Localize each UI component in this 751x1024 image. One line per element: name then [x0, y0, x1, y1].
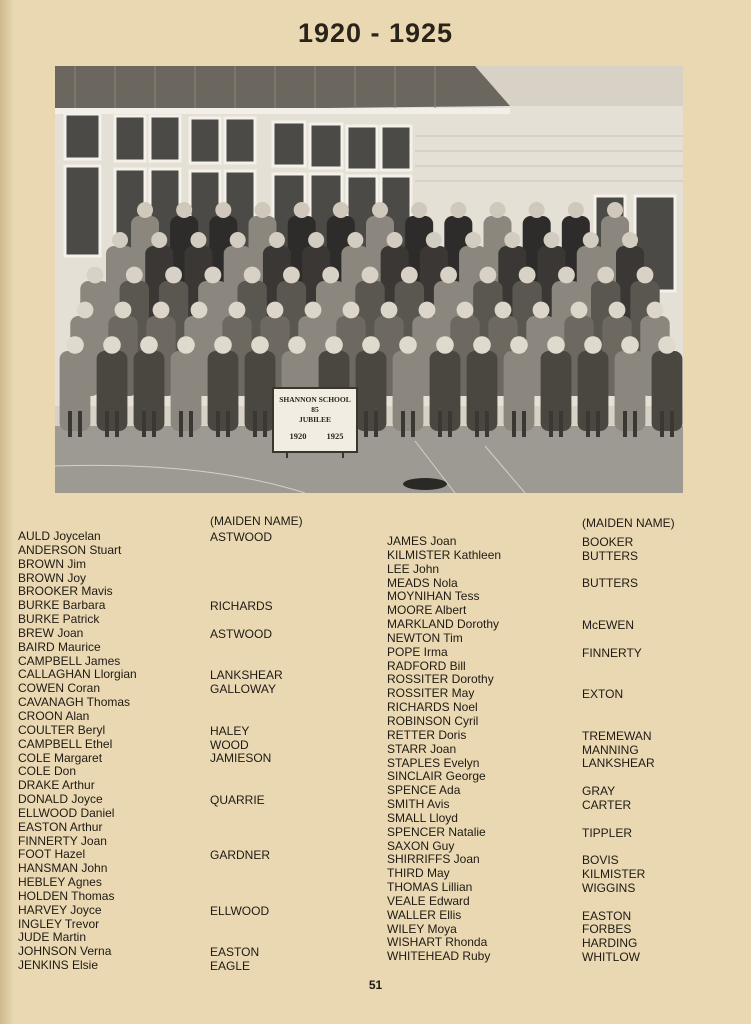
maiden-name-entry: [582, 660, 742, 674]
maiden-name-entry: [210, 932, 360, 946]
name-entry: WISHART Rhonda: [387, 935, 488, 950]
name-entry: WHITEHEAD Ruby: [387, 949, 491, 964]
maiden-name-entry: BUTTERS: [582, 548, 639, 563]
maiden-name-entry: WHITLOW: [582, 950, 640, 965]
maiden-name-entry: [210, 780, 360, 794]
maiden-name-entry: RICHARDS: [210, 599, 273, 614]
maiden-name-entry: GARDNER: [210, 848, 271, 863]
maiden-name-entry: [210, 711, 360, 725]
maiden-name-entry: [582, 716, 742, 730]
maiden-name-entry: EXTON: [582, 687, 624, 702]
maiden-name-entry: [582, 813, 742, 827]
name-entry: JUDE Martin: [18, 930, 87, 945]
maiden-name-entry: [210, 835, 360, 849]
page-title: 1920 - 1925: [297, 18, 454, 48]
name-entry: SMITH Avis: [387, 797, 450, 812]
name-entry: SPENCER Natalie: [387, 824, 486, 839]
name-entry: COLE Don: [18, 764, 77, 779]
name-entry: BAIRD Maurice: [18, 639, 101, 654]
name-entry: CAMPBELL Ethel: [18, 736, 113, 751]
name-entry: ANDERSON Stuart: [18, 542, 122, 557]
name-entry: STAPLES Evelyn: [387, 755, 480, 770]
sign-line-1: SHANNON SCHOOL: [279, 395, 351, 404]
maiden-name-entry: WIGGINS: [582, 880, 636, 895]
maiden-name-entry: BUTTERS: [582, 576, 639, 591]
maiden-name-entry: BOOKER: [582, 534, 634, 549]
maiden-name-entry: McEWEN: [582, 617, 634, 632]
maiden-name-entry: [582, 896, 742, 910]
name-entry: STARR Joan: [387, 741, 457, 756]
maiden-name-entry: [210, 572, 360, 586]
left-names-list: [18, 530, 137, 973]
name-entry: KILMISTER Kathleen: [387, 547, 502, 562]
maiden-name-entry: GALLOWAY: [210, 682, 277, 697]
maiden-name-entry: KILMISTER: [582, 867, 646, 882]
name-entry: SINCLAIR George: [387, 769, 486, 784]
name-entry: RICHARDS Noel: [387, 700, 478, 715]
maiden-name-entry: JAMIESON: [210, 751, 272, 766]
maiden-name-entry: MANNING: [582, 742, 639, 757]
maiden-name-entry: [210, 655, 360, 669]
sign-line-3: JUBILEE: [298, 415, 332, 424]
maiden-name-entry: EASTON: [210, 945, 260, 960]
name-entry: SHIRRIFFS Joan: [387, 852, 480, 867]
left-maiden-column: [210, 515, 360, 974]
name-entry: INGLEY Trevor: [18, 916, 100, 931]
maiden-name-entry: TREMEWAN: [582, 728, 652, 743]
maiden-name-entry: [582, 840, 742, 854]
name-entry: AULD Joycelan: [18, 529, 101, 543]
name-entry: FINNERTY Joan: [18, 833, 107, 848]
page-number: 51: [368, 978, 383, 992]
maiden-name-entry: EAGLE: [210, 959, 251, 973]
maiden-name-entry: [210, 877, 360, 891]
name-entry: MEADS Nola: [387, 575, 458, 590]
maiden-name-entry: [210, 808, 360, 822]
name-entry: EASTON Arthur: [18, 819, 103, 834]
name-entry: SAXON Guy: [387, 838, 455, 853]
maiden-name-entry: HALEY: [210, 723, 250, 738]
name-entry: BURKE Patrick: [18, 612, 100, 627]
right-maiden-column: [582, 517, 742, 965]
left-maiden-header: (MAIDEN NAME): [210, 514, 303, 528]
name-entry: NEWTON Tim: [387, 630, 463, 645]
name-entry: HANSMAN John: [18, 861, 108, 876]
sign-year-end: 1925: [326, 431, 344, 441]
maiden-name-entry: [582, 564, 742, 578]
name-entry: HOLDEN Thomas: [18, 888, 115, 903]
name-entry: SMALL Lloyd: [387, 810, 458, 825]
name-entry: HARVEY Joyce: [18, 902, 102, 917]
maiden-name-entry: WOOD: [210, 737, 249, 752]
maiden-name-entry: [210, 531, 360, 545]
maiden-name-entry: [210, 766, 360, 780]
maiden-name-entry: [582, 591, 742, 605]
maiden-name-entry: [582, 771, 742, 785]
name-entry: ROBINSON Cyril: [387, 713, 479, 728]
name-entry: THIRD May: [387, 866, 450, 881]
name-entry: SPENCE Ada: [387, 783, 461, 798]
maiden-name-entry: FINNERTY: [582, 645, 642, 660]
maiden-name-entry: [582, 674, 742, 688]
name-entry: BROWN Jim: [18, 556, 86, 571]
name-entry: FOOT Hazel: [18, 847, 86, 862]
maiden-name-entry: ASTWOOD: [210, 626, 272, 641]
name-entry: BREW Joan: [18, 625, 84, 640]
maiden-name-entry: GRAY: [582, 784, 616, 799]
name-entry: MARKLAND Dorothy: [387, 617, 500, 632]
maiden-name-entry: [210, 891, 360, 905]
name-entry: WALLER Ellis: [387, 907, 462, 922]
page-binding-edge: [0, 0, 14, 1024]
name-entry: RETTER Doris: [387, 727, 467, 742]
name-entry: DRAKE Arthur: [18, 778, 95, 793]
maiden-name-entry: [210, 642, 360, 656]
name-entry: COULTER Beryl: [18, 722, 106, 737]
maiden-name-entry: QUARRIE: [210, 792, 265, 807]
name-entry: DONALD Joyce: [18, 792, 103, 807]
maiden-name-entry: [210, 559, 360, 573]
maiden-name-entry: [210, 697, 360, 711]
name-entry: BURKE Barbara: [18, 598, 106, 613]
maiden-name-entry: ELLWOOD: [210, 903, 270, 918]
maiden-name-entry: TIPPLER: [582, 825, 633, 840]
name-entry: LEE John: [387, 561, 440, 576]
name-entry: POPE Irma: [387, 644, 448, 659]
name-entry: COWEN Coran: [18, 681, 101, 696]
sign-line-2: 85: [311, 405, 319, 414]
maiden-name-entry: [582, 605, 742, 619]
left-first-maiden: ASTWOOD: [210, 529, 272, 544]
group-photo: [55, 66, 683, 493]
name-entry: THOMAS Lillian: [387, 880, 473, 895]
sign-year-start: 1920: [289, 431, 307, 441]
name-entry: CALLAGHAN Llorgian: [18, 667, 137, 682]
name-entry: CAMPBELL James: [18, 653, 121, 668]
maiden-name-entry: CARTER: [582, 797, 632, 812]
maiden-name-entry: HARDING: [582, 936, 638, 951]
maiden-name-entry: LANKSHEAR: [582, 756, 655, 771]
name-entry: BROOKER Mavis: [18, 584, 113, 599]
maiden-name-entry: [210, 822, 360, 836]
name-entry: ROSSITER Dorothy: [387, 672, 494, 687]
maiden-name-entry: BOVIS: [582, 853, 619, 868]
maiden-name-entry: [210, 918, 360, 932]
name-entry: COLE Margaret: [18, 750, 103, 765]
right-names-list: [387, 535, 501, 964]
name-entry: RADFORD Bill: [387, 658, 466, 673]
name-entry: CROON Alan: [18, 708, 90, 723]
maiden-name-entry: [582, 702, 742, 716]
name-entry: BROWN Joy: [18, 570, 87, 585]
name-entry: VEALE Edward: [387, 893, 470, 908]
maiden-name-entry: EASTON: [582, 908, 632, 923]
name-entry: JAMES Joan: [387, 534, 457, 548]
maiden-name-entry: [210, 863, 360, 877]
name-entry: MOORE Albert: [387, 603, 467, 618]
maiden-name-entry: [210, 586, 360, 600]
name-entry: ELLWOOD Daniel: [18, 805, 115, 820]
name-entry: HEBLEY Agnes: [18, 875, 102, 890]
name-entry: JENKINS Elsie: [18, 958, 99, 973]
name-entry: WILEY Moya: [387, 921, 457, 936]
maiden-name-entry: FORBES: [582, 922, 632, 937]
right-maiden-header: (MAIDEN NAME): [582, 516, 675, 530]
name-entry: CAVANAGH Thomas: [18, 695, 131, 710]
maiden-name-entry: [210, 614, 360, 628]
maiden-name-entry: LANKSHEAR: [210, 668, 283, 683]
name-entry: MOYNIHAN Tess: [387, 589, 480, 604]
name-entry: JOHNSON Verna: [18, 944, 112, 959]
maiden-name-entry: [582, 633, 742, 647]
name-entry: ROSSITER May: [387, 686, 475, 701]
maiden-name-entry: [210, 545, 360, 559]
